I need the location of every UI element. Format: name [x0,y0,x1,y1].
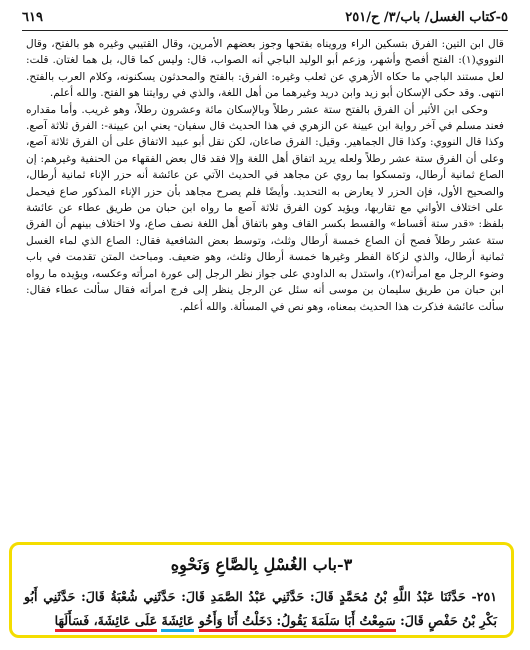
commentary-text [26,36,504,315]
running-title: ٥-كتاب الغسل/ باب/٣/ ح/٢٥١ [345,9,508,25]
page-header [22,6,508,28]
commentary-paragraph: وحكى ابن الأثير أن الفرق بالفتح ستة عشر رطلاً وبالإسكان مائة وعشرون رطلاً، وهو غريب. وأما مقداره فعند مسلم في آخر رواية ابن عيينة عن الزهري في هذا الحديث قال سفيان- يعني ابن عيينة-: الفرق ثلاثة آصع. وكذا قال النووي: وكذا قال الجماهير. وقيل: الفرق صاعان، لكن نقل أبو عبيد الاتفاق على أن الفرق ثلاثة آصع، وعلى أن الفرق ستة عشر رطلاً ولعله يريد اتفاق أهل اللغة وإلا فقد قال بعض الفقهاء من الحنفية وغيرهم: إن الصاع ثمانية أرطال، وتمسكوا بما روي عن مجاهد في الحديث الآتي عن عائشة أنه حزر الإناء ثمانية أرطال، والصحيح الأول، فإن الحزر لا يعارض به التحديد. وأيضًا فلم يصرح مجاهد بأن حزر الإناء المذكور صاع فيحمل على اختلاف الأواني مع تقاربها، ويؤيد كون الفرق ثلاثة آصع ما رواه ابن حبان من طريق عطاء عن عائشة بلفظ: «قدر ستة أقساط» والقسط بكسر القاف وهو باتفاق أهل اللغة نصف صاع، ولا اختلاف بينهم أن الفرق ستة عشر رطلاً فصح أن الصاع خمسة أرطال وثلث، وتوسط بعض الشافعية فقال: الصاع الذي لماء الغسل ثمانية أرطال، والذي لزكاة الفطر وغيرها خمسة أرطال وثلث، وهو ضعيف. ومباحث المتن تقدمت في باب وضوء الرجل مع امرأته(٢)، واستدل به الداودي على جواز نظر الرجل إلى عورة امرأته وعكسه، ويؤيده ما رواه ابن حبان من طريق سليمان بن موسى أنه سئل عن الرجل ينظر إلى فرج امرأته فقال سألت عطاء فقال: سألت عائشة فذكرت هذا الحديث بمعناه، وهو نص في المسألة. والله أعلم. [26,103,504,313]
hadith-paragraph [24,585,497,633]
page-number: ٦١٩ [22,9,43,25]
chapter-highlight-box [9,542,514,638]
header-divider [22,30,508,31]
underlined-phrase-blue: عَائِشَةَ [161,613,194,632]
underlined-phrase-red-2: عَلَى عَائِشَةَ، فَسَأَلَهَا [55,613,157,632]
hadith-text [24,585,497,633]
underlined-phrase-red: سَمِعْتُ أَبَا سَلَمَةَ يَقُولُ: دَخَلْتُ أَنَا وَأَخُو [199,613,396,632]
chapter-title: ٣-باب الغُسْلِ بِالصَّاعِ وَنَحْوِهِ [170,555,353,574]
hadith-isnad: ٢٥١- حَدَّثَنَا عَبْدُ اللَّهِ بْنُ مُحَمَّدٍ قَالَ: حَدَّثَنِي عَبْدُ الصَّمَدِ قَالَ: حَدَّثَنِي شُعْبَةُ قَالَ: حَدَّثَنِي أَبُو بَكْرِ بْنُ حَفْصٍ قَالَ: [24,589,497,628]
commentary-paragraph: قال ابن التين: الفرق بتسكين الراء ورويناه بفتحها وجوز بعضهم الأمرين، وقال القتيبي وغيره هو بالفتح، وقال النووي(١): الفتح أفصح وأشهر، وزعم أبو الوليد الباجي أنه الصواب، قال: وليس كما قال، بل هما لغتان. قلت: لعل مستند الباجي ما حكاه الأزهري عن ثعلب وغيره: الفرق: بالفتح والمحدثون يسكنونه، وكلام العرب بالفتح. انتهى. وقد حكى الإسكان أبو زيد وابن دريد وغيرهما من أهل اللغة، والذي في روايتنا هو الفتح. والله أعلم. [26,38,504,100]
